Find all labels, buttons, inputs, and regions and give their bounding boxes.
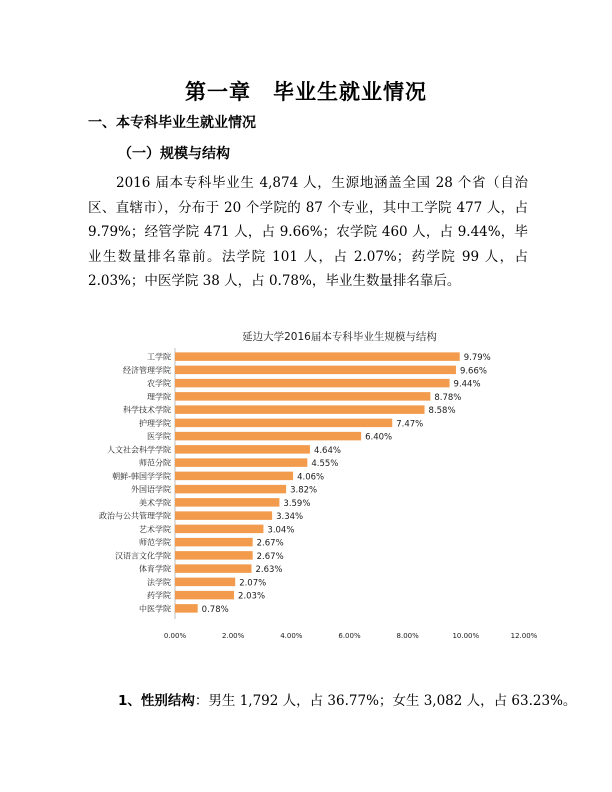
category-label: 理学院 bbox=[147, 392, 171, 402]
bar bbox=[175, 419, 392, 428]
category-label: 医学院 bbox=[147, 432, 171, 442]
data-label: 2.67% bbox=[256, 538, 284, 549]
category-label: 法学院 bbox=[147, 577, 171, 587]
data-label: 3.82% bbox=[290, 485, 318, 496]
category-label: 农学院 bbox=[147, 379, 171, 389]
category-label: 外国语学院 bbox=[131, 485, 171, 495]
data-label: 3.59% bbox=[283, 498, 311, 509]
category-label: 朝鲜-韩国学学院 bbox=[112, 471, 171, 481]
section-heading: 一、本专科毕业生就业情况 bbox=[88, 115, 256, 131]
category-label: 美术学院 bbox=[139, 498, 171, 508]
data-label: 4.55% bbox=[311, 459, 339, 470]
category-label: 科学技术学院 bbox=[123, 405, 171, 415]
bar bbox=[175, 538, 253, 547]
x-tick-label: 4.00% bbox=[280, 632, 303, 640]
category-label: 护理学院 bbox=[139, 418, 171, 428]
category-label: 人文社会科学学院 bbox=[107, 445, 171, 455]
gender-structure-label: 1、性别结构 bbox=[118, 693, 195, 709]
bar bbox=[175, 498, 279, 507]
bar bbox=[175, 604, 198, 613]
scale-structure-paragraph: 2016 届本专科毕业生 4,874 人，生源地涵盖全国 28 个省（自治区、直辖市），分布于 20 个学院的 87 个专业，其中工学院 477 人，占 9.79%；经管学院 471 人，占 9.66%；农学院 460 人，占 9.44%，毕业生数量排名靠前。法学院 101 人，占 2.07%；药学院 99 人，占 2.03%；中医学院 38 人，占 0.78%，毕业生数量排名靠后。 bbox=[88, 175, 528, 289]
bar-chart-svg bbox=[80, 326, 550, 646]
data-label: 4.64% bbox=[313, 445, 341, 456]
x-tick-label: 6.00% bbox=[338, 632, 361, 640]
x-tick-label: 12.00% bbox=[510, 632, 538, 640]
category-label: 经济管理学院 bbox=[123, 365, 171, 375]
data-label: 7.47% bbox=[396, 419, 424, 430]
data-label: 2.03% bbox=[238, 591, 266, 602]
bar bbox=[175, 432, 361, 441]
bar bbox=[175, 472, 293, 481]
x-tick-label: 0.00% bbox=[163, 632, 187, 640]
chart-title: 延边大学2016届本专科毕业生规模与结构 bbox=[242, 331, 437, 343]
category-label: 药学院 bbox=[147, 591, 171, 601]
bar bbox=[175, 379, 450, 388]
data-label: 3.34% bbox=[276, 512, 304, 523]
gender-structure-text: ：男生 1,792 人，占 36.77%；女生 3,082 人，占 63.23%。 bbox=[194, 693, 577, 709]
x-tick-label: 8.00% bbox=[396, 632, 419, 640]
bar bbox=[175, 578, 235, 587]
sub-heading: （一）规模与结构 bbox=[118, 146, 230, 162]
data-label: 9.66% bbox=[459, 366, 487, 377]
category-label: 师范学院 bbox=[139, 538, 171, 548]
data-label: 6.40% bbox=[365, 432, 393, 443]
bar bbox=[175, 445, 310, 454]
data-label: 4.06% bbox=[297, 472, 325, 483]
data-label: 0.78% bbox=[201, 604, 229, 615]
data-label: 8.58% bbox=[428, 406, 456, 417]
bar bbox=[175, 551, 253, 560]
graduate-scale-chart bbox=[80, 326, 550, 646]
bar bbox=[175, 405, 425, 414]
bar bbox=[175, 485, 286, 494]
bar bbox=[175, 591, 234, 600]
x-tick-label: 10.00% bbox=[452, 632, 480, 640]
data-label: 2.07% bbox=[239, 578, 267, 589]
bar bbox=[175, 511, 272, 520]
bar bbox=[175, 352, 460, 361]
category-label: 工学院 bbox=[147, 352, 171, 362]
x-tick-label: 2.00% bbox=[222, 632, 245, 640]
category-label: 中医学院 bbox=[139, 604, 171, 614]
category-label: 体育学院 bbox=[139, 564, 171, 574]
bar bbox=[175, 525, 263, 534]
page-title: 第一章 毕业生就业情况 bbox=[185, 80, 427, 104]
bar bbox=[175, 564, 251, 573]
data-label: 2.63% bbox=[255, 565, 283, 576]
bar bbox=[175, 458, 307, 467]
category-label: 汉语言文化学院 bbox=[115, 551, 171, 561]
bar bbox=[175, 392, 430, 401]
data-label: 2.67% bbox=[256, 551, 284, 562]
category-label: 艺术学院 bbox=[139, 524, 171, 534]
bar bbox=[175, 366, 456, 375]
data-label: 9.44% bbox=[453, 379, 481, 390]
data-label: 9.79% bbox=[463, 353, 491, 364]
category-label: 师范分院 bbox=[139, 458, 171, 468]
gender-structure-line bbox=[118, 689, 576, 709]
category-label: 政治与公共管理学院 bbox=[99, 511, 171, 521]
data-label: 8.78% bbox=[434, 392, 462, 403]
data-label: 3.04% bbox=[267, 525, 295, 536]
